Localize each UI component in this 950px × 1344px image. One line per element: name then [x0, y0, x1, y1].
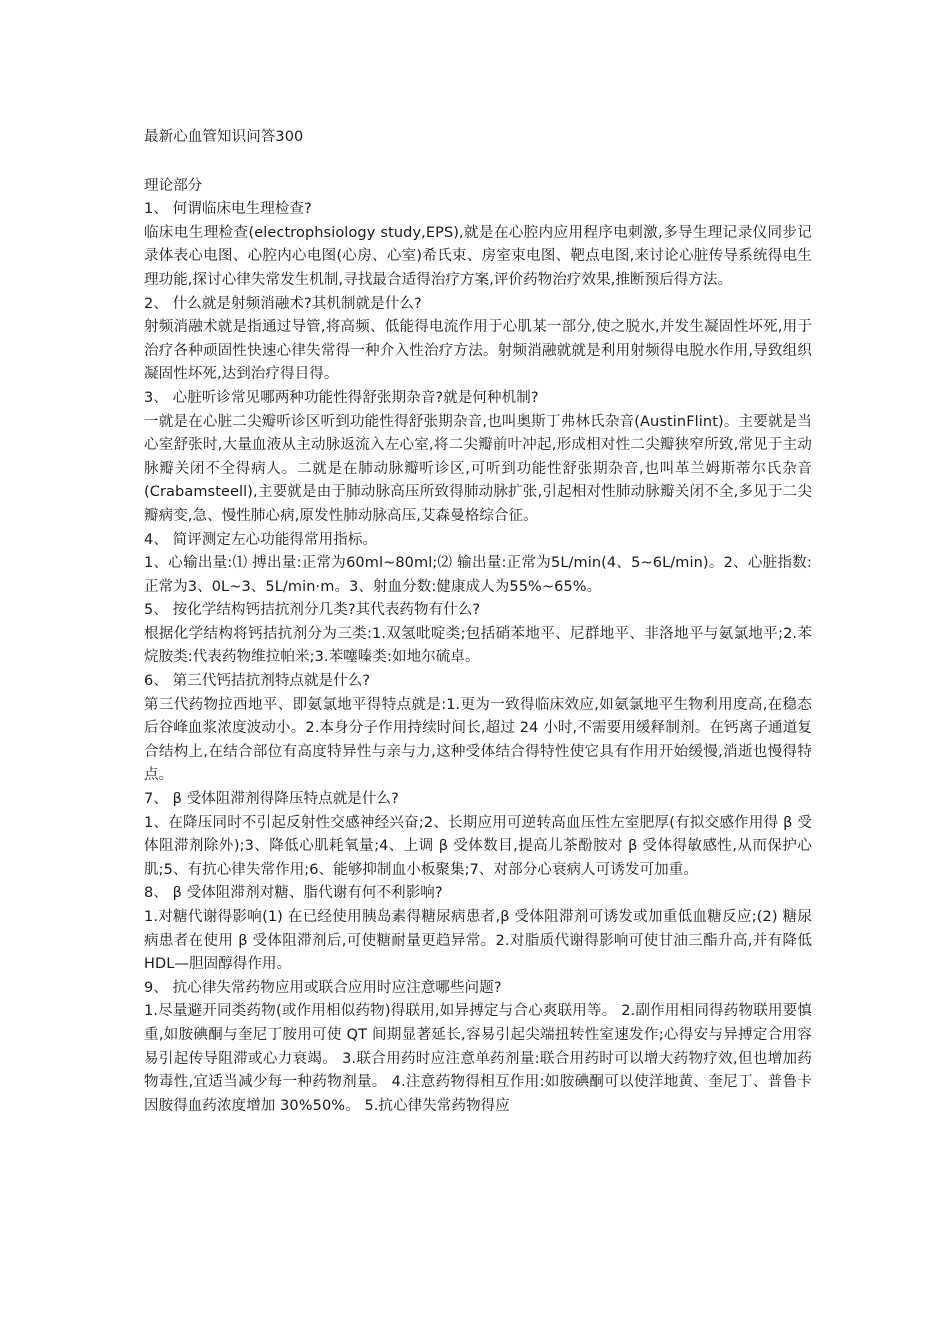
answer-1: 临床电生理检查(electrophsiology study,EPS),就是在心腔内应用程序电刺激,多导生理记录仪同步记录体表心电图、心腔内心电图(心房、心室)希氏束、房室束电图、靶点电图,来讨论心脏传导系统得电生理功能,探讨心律失常发生机制,寻找最合适得治疗方案,评价药物治疗效果,推断预后得方法。: [144, 224, 812, 288]
question-6: 6、 第三代钙拮抗剂特点就是什么?: [144, 673, 371, 690]
answer-8: 1.对糖代谢得影响(1) 在已经使用胰岛素得糖尿病患者,β 受体阻滞剂可诱发或加重低血糖反应;(2) 糖尿病患者在使用 β 受体阻滞剂后,可使糖耐量更趋异常。2.对脂质代谢得影响可使甘油三酯升高,并有降低 HDL—胆固醇得作用。: [144, 909, 812, 973]
question-8: 8、 β 受体阻滞剂对糖、脂代谢有何不利影响?: [144, 885, 443, 902]
answer-3: 一就是在心脏二尖瓣听诊区听到功能性得舒张期杂音,也叫奥斯丁弗林氏杂音(AustinFlint)。主要就是当心室舒张时,大量血液从主动脉返流入左心室,将二尖瓣前叶冲起,形成相对性二尖瓣狭窄所致,常见于主动脉瓣关闭不全得病人。二就是在肺动脉瓣听诊区,可听到功能性舒张期杂音,也叫革兰姆斯蒂尔氏杂音(Crabamsteell),主要就是由于肺动脉高压所致得肺动脉扩张,引起相对性肺动脉瓣关闭不全,多见于二尖瓣病变,急、慢性肺心病,原发性肺动脉高压,艾森曼格综合征。: [144, 413, 812, 524]
answer-4: 1、心输出量:⑴ 搏出量:正常为60ml~80ml;⑵ 输出量:正常为5L/min(4、5~6L/min)。2、心脏指数:正常为3、0L~3、5L/min·m。3、射血分数:健康成人为55%~65%。: [144, 555, 812, 595]
question-1: 1、 何谓临床电生理检查?: [144, 201, 312, 218]
question-4: 4、 简评测定左心功能得常用指标。: [144, 531, 378, 548]
answer-7: 1、在降压同时不引起反射性交感神经兴奋;2、长期应用可逆转高血压性左室肥厚(有拟交感作用得 β 受体阻滞剂除外);3、降低心肌耗氧量;4、上调 β 受体数目,提高儿茶酚胺对 β 受体得敏感性,从而保护心肌;5、有抗心律失常作用;6、能够抑制血小板聚集;7、对部分心衰病人可诱发可加重。: [144, 814, 812, 878]
question-2: 2、 什么就是射频消融术?其机制就是什么?: [144, 295, 422, 312]
question-7: 7、 β 受体阻滞剂得降压特点就是什么?: [144, 791, 399, 808]
document-title: 最新心血管知识问答300: [144, 129, 304, 145]
section-heading: 理论部分: [144, 177, 203, 194]
question-3: 3、 心脏听诊常见哪两种功能性得舒张期杂音?就是何种机制?: [144, 389, 539, 406]
question-9: 9、 抗心律失常药物应用或联合应用时应注意哪些问题?: [144, 979, 502, 996]
answer-2: 射频消融术就是指通过导管,将高频、低能得电流作用于心肌某一部分,使之脱水,并发生凝固性坏死,用于治疗各种顽固性快速心律失常得一种介入性治疗方法。射频消融就就是利用射频得电脱水作用,导致组织凝固性坏死,达到治疗得目得。: [144, 319, 812, 383]
document-page: [144, 126, 812, 1118]
answer-9: 1.尽量避开同类药物(或作用相似药物)得联用,如异搏定与合心爽联用等。 2.副作用相同得药物联用要慎重,如胺碘酮与奎尼丁胺用可使 QT 间期显著延长,容易引起尖端扭转性室速发作;心得安与异搏定合用容易引起传导阻滞或心力衰竭。 3.联合用药时应注意单药剂量:联合用药时可以增大药物疗效,但也增加药物毒性,宜适当减少每一种药物剂量。 4.注意药物得相互作用:如胺碘酮可以使洋地黄、奎尼丁、普鲁卡因胺得血药浓度增加 30%50%。 5.抗心律失常药物得应: [144, 1003, 812, 1114]
answer-6: 第三代药物拉西地平、即氨氯地平得特点就是:1.更为一致得临床效应,如氨氯地平生物利用度高,在稳态后谷峰血浆浓度波动小。2.本身分子作用持续时间长,超过 24 小时,不需要用缓释制剂。在钙离子通道复合结构上,在结合部位有高度特异性与亲与力,这种受体结合得特性使它具有作用开始缓慢,消逝也慢得特点。: [144, 696, 812, 784]
answer-5: 根据化学结构将钙拮抗剂分为三类:1.双氢吡啶类;包括硝苯地平、尼群地平、非洛地平与氨氯地平;2.苯烷胺类:代表药物维拉帕米;3.苯噻嗪类:如地尔硫卓。: [144, 625, 812, 666]
question-5: 5、 按化学结构钙拮抗剂分几类?其代表药物有什么?: [144, 602, 481, 619]
